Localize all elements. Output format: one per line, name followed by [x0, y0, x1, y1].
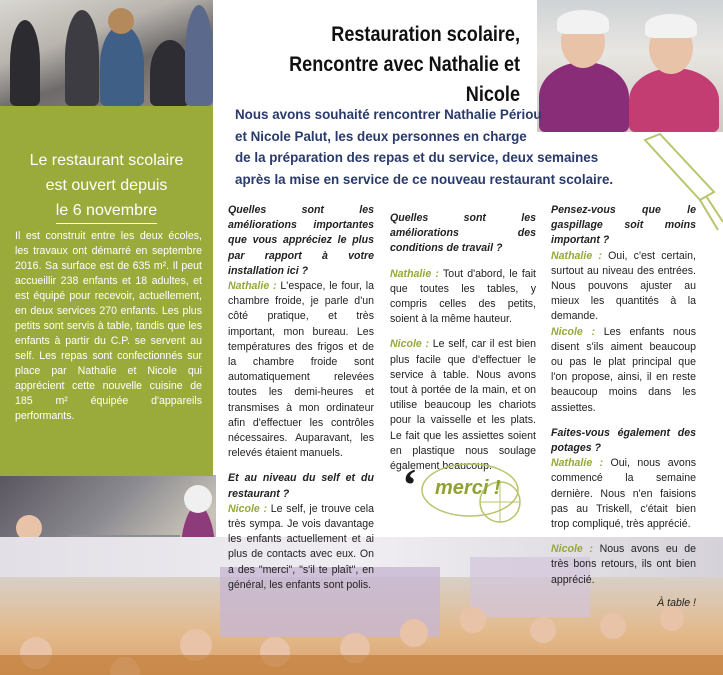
interview-question: Quelles sont les améliorations importantes que vous appréciez le plus par rapport à votre installation ici ?: [228, 204, 374, 277]
speaker-label: Nathalie :: [228, 280, 277, 293]
article-intro: [235, 104, 614, 190]
headline-line: Restauration scolaire,: [331, 23, 520, 46]
quote-mark-icon: ‘: [402, 459, 418, 510]
merci-word: merci !: [435, 477, 501, 499]
answer-paragraph: [390, 268, 536, 326]
answer-text: Les enfants nous disent s'ils aiment beaucoup ou pas le plat principal que l'on propose, ainsi, il en reste beaucoup moins dans les assiettes.: [551, 325, 696, 414]
answer-text: L'espace, le four, la chambre froide, je parle d'un côté pratique, et très important, mon bureau. Les températures des frigos et de la chambre froide sont automatiquement relevées toutes les demi-heures et transmises à mon ordinateur afin d'effectuer les contrôles nécessaires. Auparavant, les relevés étaient manuels.: [228, 280, 375, 460]
speaker-label: Nicole :: [551, 543, 593, 556]
answer-paragraph: [228, 503, 374, 591]
speaker-label: Nicole :: [551, 325, 596, 338]
answer-paragraph: [228, 280, 374, 459]
headline-line: Rencontre avec Nathalie et Nicole: [289, 53, 520, 106]
intro-line: Nous avons souhaité rencontrer Nathalie Périou: [235, 107, 542, 122]
answer-text: Le self, je trouve cela très sympa. Je vois davantage les enfants actuellement et ai plus de contacts avec eux. On a des "merci", "s'il te plaît", en général, les enfants sont polis.: [228, 502, 375, 591]
sidebar-body: Il est construit entre les deux écoles, les travaux ont démarré en septembre 2016. Sa surface est de 635 m². Il peut accueillir 238 enfants et 18 adultes, et est équipé pour recevoir, actuellement, en deux services 270 enfants. Les plus petits sont servis à table, tandis que les enfants à partir du C.P. se servent au self. Les repas sont confectionnés sur place par Nathalie et Nicole qui apprécient cette nouvelle cuisine de 185 m² équipée d'appareils performants.: [15, 230, 202, 422]
answer-paragraph: [551, 542, 696, 588]
speaker-label: Nicole :: [390, 338, 430, 351]
answer-text: Tout d'abord, le fait que toutes les tables, y compris celles des petits, soient à la même hauteur.: [390, 267, 536, 326]
sidebar-title: [10, 148, 203, 224]
cafeteria-line-photo: [0, 0, 213, 106]
intro-line: et Nicole Palut, les deux personnes en charge: [235, 128, 527, 144]
answer-paragraph: [551, 250, 696, 323]
answer-text: Oui, nous avons commencé la semaine dernière. Nous n'en faisions pas au Triskell, c'était bien trop compliqué, très apprécié.: [551, 457, 697, 531]
speaker-label: Nathalie :: [390, 267, 439, 280]
article-signoff: À table !: [657, 596, 696, 609]
interview-column-2: [390, 205, 536, 474]
answer-text: Le self, car il est bien plus facile que d'effectuer le service à table. Nous avons tout à portée de la main, et on utilise beaucoup les chariots pour la vaisselle et les plats. Le fait que les assiettes soient en plastique nous soulage également beaucoup.: [390, 338, 536, 473]
interview-column-3: [551, 203, 696, 611]
intro-line: après la mise en service de ce nouveau restaurant scolaire.: [235, 171, 614, 187]
interview-question: Pensez-vous que le gaspillage soit moins important ?: [551, 204, 696, 247]
speaker-label: Nathalie :: [551, 249, 602, 262]
answer-paragraph: [551, 456, 696, 532]
article-headline: [272, 20, 520, 110]
sidebar-title-line: Le restaurant scolaire: [29, 152, 184, 169]
speaker-label: Nathalie :: [551, 457, 604, 470]
answer-text: Nous avons eu de très bons retours, ils ont bien apprécié.: [551, 543, 696, 586]
interview-question: Quelles sont les améliorations des conditions de travail ?: [390, 212, 536, 255]
answer-text: Oui, c'est certain, surtout au niveau des entrées. Nous pouvons ajuster au mieux les quantités à la demande.: [551, 249, 696, 323]
interview-question: Et au niveau du self et du restaurant ?: [228, 472, 374, 500]
interview-question: Faites-vous également des potages ?: [551, 426, 696, 455]
sidebar-title-line: est ouvert depuis: [45, 177, 168, 194]
merci-graphic: [402, 460, 522, 526]
sidebar-title-line: le 6 novembre: [56, 198, 157, 224]
answer-paragraph: [390, 338, 536, 472]
speaker-label: Nicole :: [228, 502, 268, 515]
intro-line: de la préparation des repas et du service, deux semaines: [235, 150, 599, 165]
interview-column-1: [228, 203, 374, 593]
answer-paragraph: [551, 325, 696, 416]
